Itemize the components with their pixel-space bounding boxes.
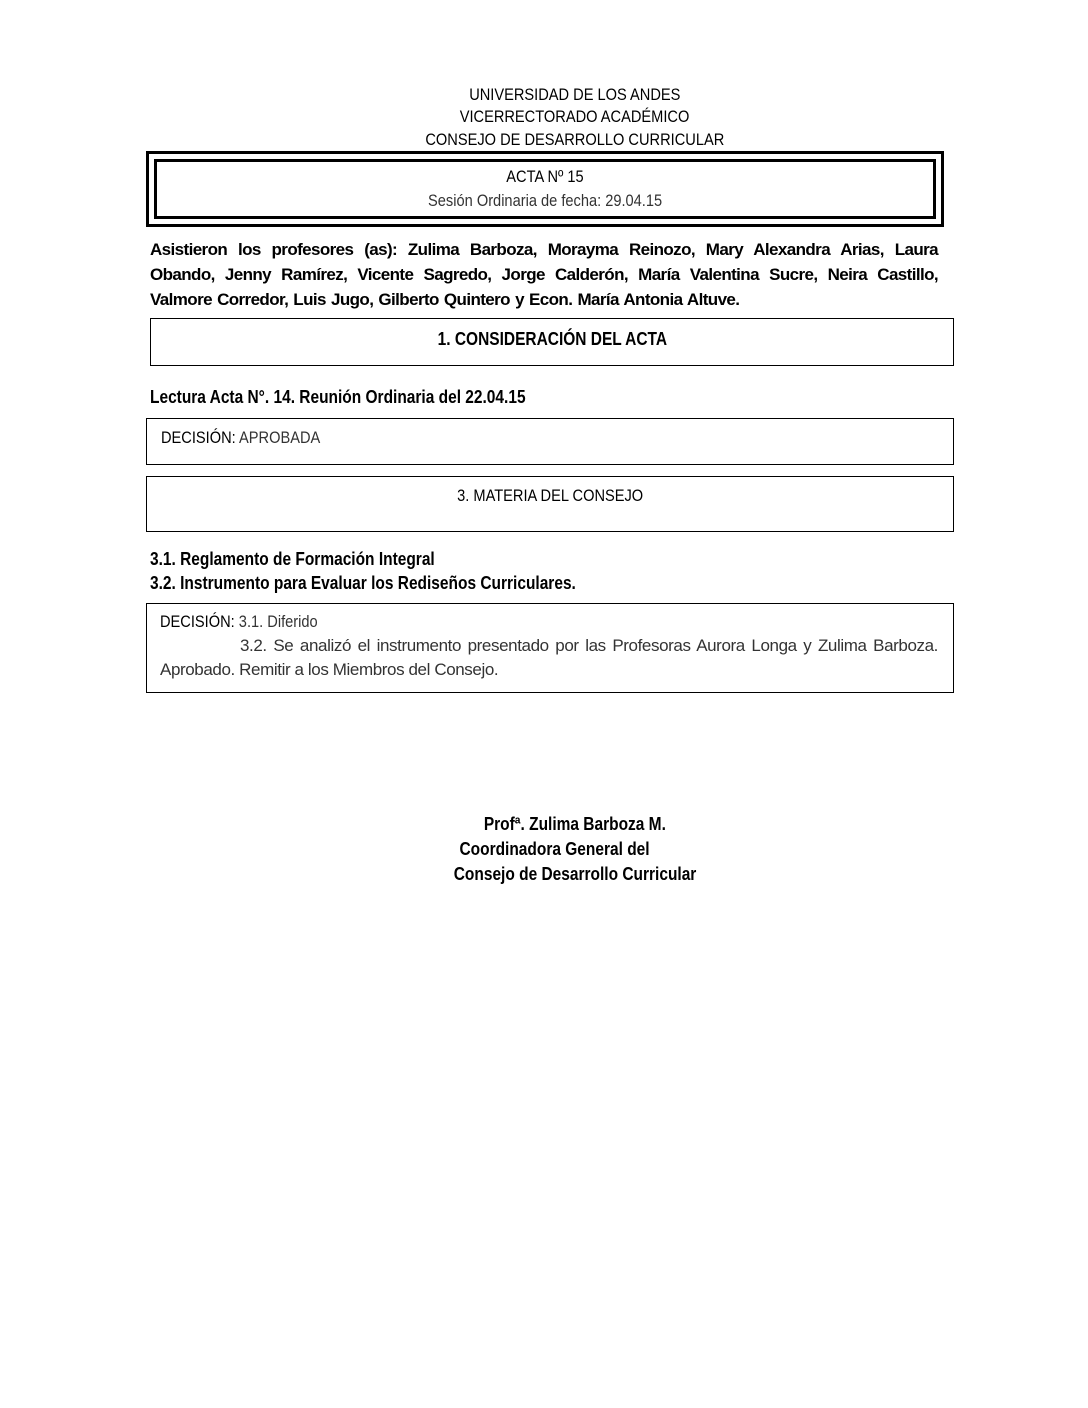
section3-decision-first-line xyxy=(160,611,343,633)
section1-title: 1. CONSIDERACIÓN DEL ACTA xyxy=(437,329,667,349)
agenda-item-3-2: 3.2. Instrumento para Evaluar los Rediseños Curriculares. xyxy=(150,573,576,593)
section3-decision-box xyxy=(146,603,954,693)
signer-name: Profª. Zulima Barboza M. xyxy=(483,814,667,834)
acta-box xyxy=(146,151,944,227)
section1-title-box xyxy=(150,318,954,366)
acta-title: ACTA Nº 15 xyxy=(506,167,584,186)
decision-value: APROBADA xyxy=(239,428,321,447)
decision-label: DECISIÓN: xyxy=(161,428,236,447)
consejo-name: CONSEJO DE DESARROLLO CURRICULAR xyxy=(425,130,725,149)
agenda-item-3-1: 3.1. Reglamento de Formación Integral xyxy=(150,549,435,569)
acta-reading-line: Lectura Acta N°. 14. Reunión Ordinaria del 22.04.15 xyxy=(150,387,526,407)
decision-item-3-1: 3.1. Diferido xyxy=(238,612,318,631)
signer-role: Coordinadora General del xyxy=(459,839,651,859)
acta-session-date: Sesión Ordinaria de fecha: 29.04.15 xyxy=(427,191,663,210)
decision-label: DECISIÓN: xyxy=(160,612,235,631)
vicerrectorado-name: VICERRECTORADO ACADÉMICO xyxy=(460,107,690,126)
signer-organization: Consejo de Desarrollo Curricular xyxy=(453,864,697,884)
section3-title: 3. MATERIA DEL CONSEJO xyxy=(456,486,644,505)
section1-decision xyxy=(161,427,346,449)
decision-item-3-2: 3.2. Se analizó el instrumento presentado por las Profesoras Aurora Longa y Zulima Barboza. Aprobado. Remitir a los Miembros del Consejo. xyxy=(160,636,938,679)
acta-box-inner-border xyxy=(154,159,936,219)
university-name: UNIVERSIDAD DE LOS ANDES xyxy=(469,85,681,104)
attendance-paragraph: Asistieron los profesores (as): Zulima Barboza, Morayma Reinozo, Mary Alexandra Arias, Laura Obando, Jenny Ramírez, Vicente Sagredo, Jorge Calderón, María Valentina Sucre, Neira Castillo, Valmore Corredor, Luis Jugo, Gilberto Quintero y Econ. María Antonia Altuve. xyxy=(150,240,938,309)
section1-decision-box xyxy=(146,418,954,465)
section3-title-box xyxy=(146,476,954,532)
